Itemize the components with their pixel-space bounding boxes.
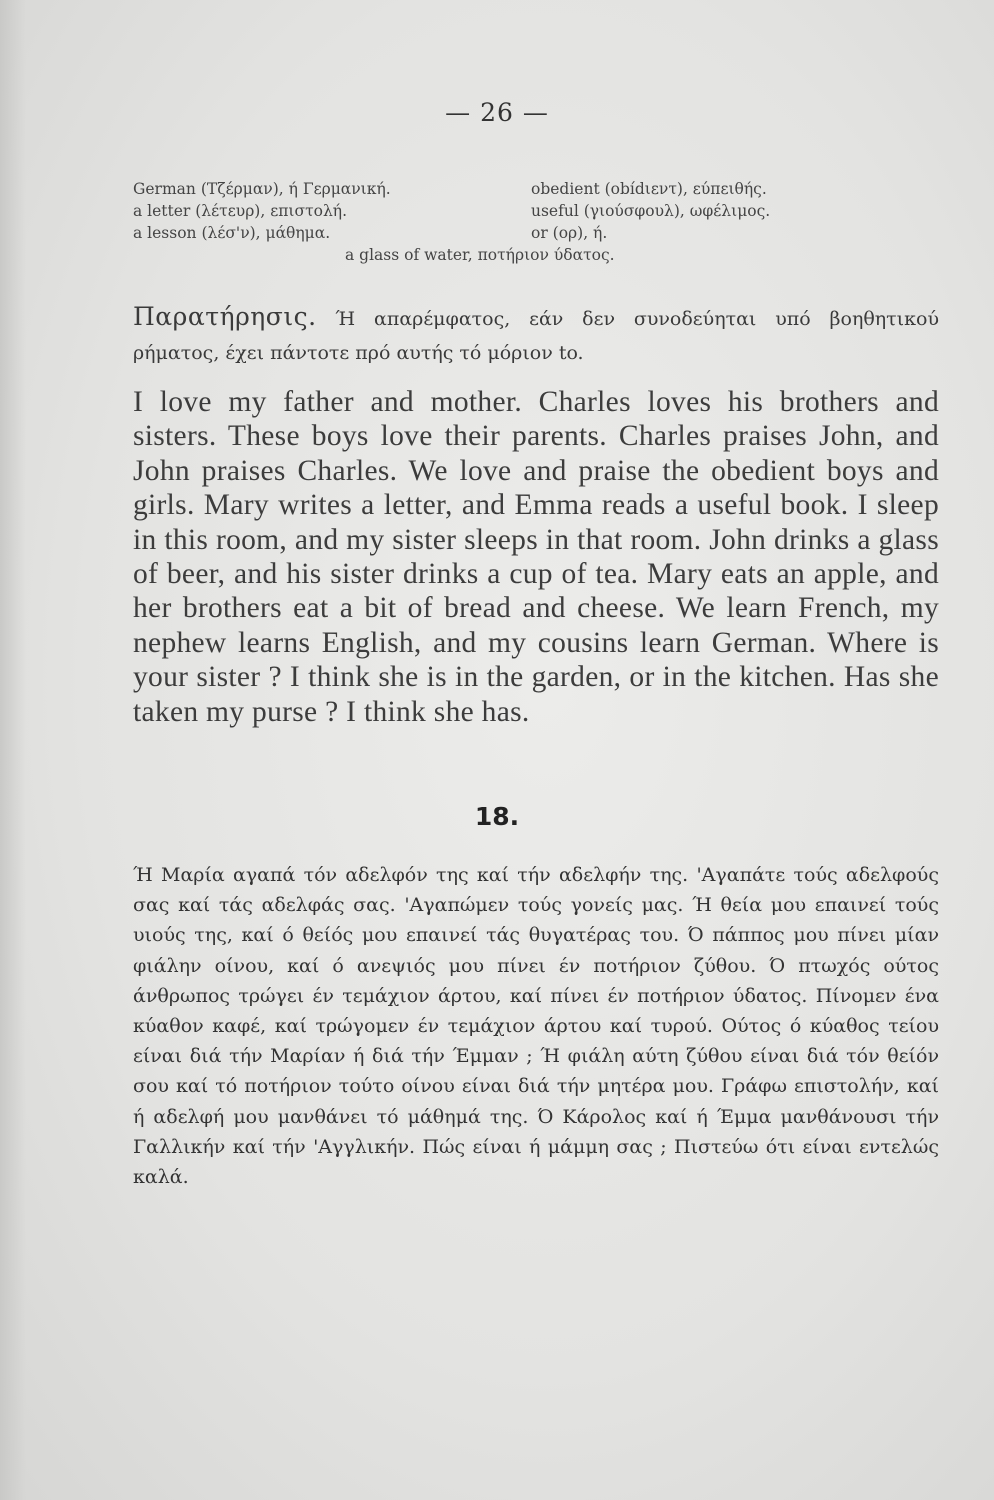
vocabulary-entry: or (ορ), ή.	[531, 224, 608, 242]
vocabulary-list	[133, 178, 943, 266]
vocabulary-entry-centered: a glass of water, ποτήριον ύδατος.	[345, 246, 615, 264]
vocabulary-entry: obedient (obídιεντ), εύπειθής.	[531, 180, 767, 198]
observation-title: Παρατήρησις.	[133, 302, 317, 331]
vocabulary-entry: useful (γιούσφουλ), ωφέλιμος.	[531, 202, 771, 220]
vocabulary-entry: a letter (λέτευρ), επιστολή.	[133, 202, 348, 220]
exercise-number: 18.	[474, 802, 520, 831]
vocabulary-entry: a lesson (λέσ'ν), μάθημα.	[133, 224, 331, 242]
vocabulary-entry: German (Τζέρμαν), ή Γερμανική.	[133, 180, 391, 198]
observation-text: Ή απαρέμφατος, εάν δεν συνοδεύηται υπό βοηθητικού ρήματος, έχει πάντοτε πρό αυτής τό μόριον to.	[133, 308, 939, 364]
greek-exercise-text: Ή Μαρία αγαπά τόν αδελφόν της καί τήν αδελφήν της. 'Αγαπάτε τούς αδελφούς σας καί τάς αδελφάς σας. 'Αγαπώμεν τούς γονείς μας. Ή θεία μου επαινεί τούς υιούς της, καί ό θείός μου επαινεί τάς θυγατέρας του. Ό πάππος μου πίνει μίαν φιάλην οίνου, καί ό ανεψιός μου πίνει έν ποτήριον ζύθου. Ό πτωχός ούτος άνθρωπος τρώγει έν τεμάχιον άρτου, καί πίνει έν ποτήριον ύδατος. Πίνομεν ένα κύαθον καφέ, καί τρώγομεν έν τεμάχιον άρτου καί τυρού. Ούτος ό κύαθος τείου είναι διά τήν Μαρίαν ή διά τήν Έμμαν ; Ή φιάλη αύτη ζύθου είναι διά τόν θείόν σου καί τό ποτήριον τούτο οίνου είναι διά τήν μητέρα μου. Γράφω επιστολήν, καί ή αδελφή μου μανθάνει τό μάθημά της. Ό Κάρολος καί ή Έμμα μανθάνουσι τήν Γαλλικήν καί τήν 'Αγγλικήν. Πώς είναι ή μάμμη σας ; Πιστεύω ότι είναι εντελώς καλά.	[133, 864, 939, 1189]
page-number: — 26 —	[445, 98, 549, 127]
vocabulary-row	[133, 222, 943, 244]
observation-note	[133, 300, 939, 370]
vocabulary-row	[133, 178, 943, 200]
vocabulary-row	[133, 200, 943, 222]
english-exercise-text: I love my father and mother. Charles loves his brothers and sisters. These boys love their parents. Charles praises John, and John praises Charles. We love and praise the obedient boys and girls. Mary writes a letter, and Emma reads a useful book. I sleep in this room, and my sister sleeps in that room. John drinks a glass of beer, and his sister drinks a cup of tea. Mary eats an apple, and her brothers eat a bit of bread and cheese. We learn French, my nephew learns English, and my cousins learn German. Where is your sister ? I think she is in the garden, or in the kitchen. Has she taken my purse ? I think she has.	[133, 386, 939, 728]
page-edge-shadow	[0, 0, 26, 1500]
